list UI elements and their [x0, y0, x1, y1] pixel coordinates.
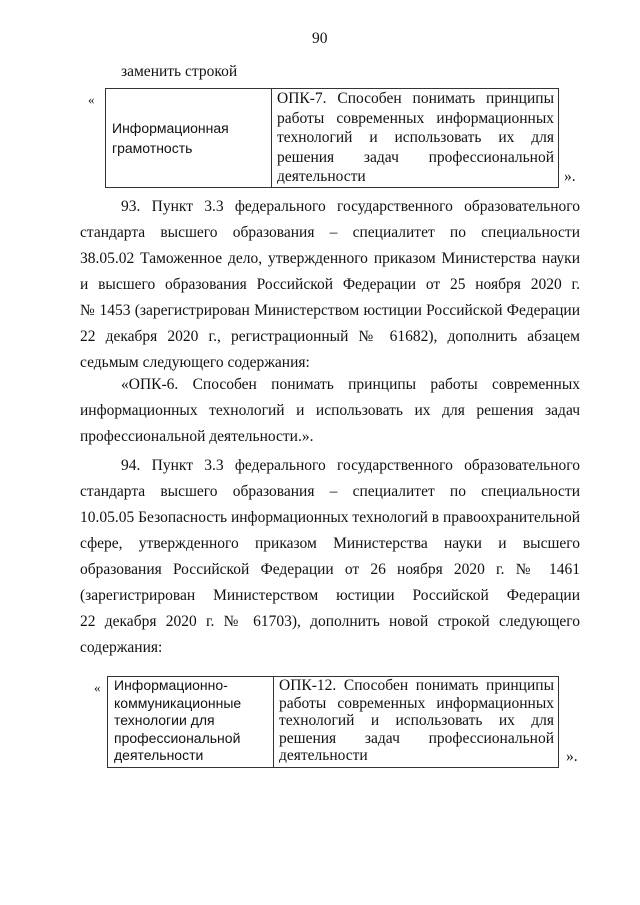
- cell-line: технологий и использовать их для: [277, 129, 554, 146]
- text-line: сфере, утвержденного приказом Министерства науки и высшего: [80, 535, 580, 552]
- text-line: стандарта высшего образования – специалитет по специальности: [80, 483, 580, 500]
- table-1-competency-name: [106, 89, 272, 187]
- text-line: № 1453 (зарегистрирован Министерством юстиции Российской Федерации: [80, 302, 580, 319]
- page-number: 90: [312, 30, 328, 47]
- text-line: профессиональной деятельности.».: [80, 428, 314, 445]
- text-line: (зарегистрирован Министерством юстиции Российской Федерации: [80, 587, 580, 604]
- cell-line: ОПК-12. Способен понимать принципы: [279, 677, 554, 694]
- text-line: информационных технологий и использовать их для решения задач: [80, 402, 580, 419]
- cell-line: деятельности: [114, 747, 204, 764]
- cell-line: коммуникационные: [114, 694, 242, 711]
- cell-line: технологий и использовать их для: [279, 712, 554, 730]
- table-2-competency-description: [274, 677, 558, 767]
- text-line: 22 декабря 2020 г. № 61703), дополнить новой строкой следующего: [80, 613, 580, 630]
- quote-close-2: ».: [566, 748, 578, 765]
- cell-line: решения задач профессиональной: [277, 148, 554, 166]
- cell-line: технологии для: [114, 712, 215, 729]
- cell-line: ОПК-7. Способен понимать принципы: [277, 90, 554, 107]
- table-2-competency-name: [108, 677, 274, 767]
- text-line: «ОПК-6. Способен понимать принципы работы современных: [121, 376, 580, 393]
- text-line: 22 декабря 2020 г., регистрационный № 61682), дополнить абзацем: [80, 328, 580, 345]
- quote-open-1: «: [88, 92, 95, 107]
- text-line: 10.05.05 Безопасность информационных технологий в правоохранительной: [80, 509, 580, 526]
- cell-line: профессиональной: [114, 729, 241, 746]
- cell-line: деятельности: [277, 168, 366, 185]
- text-line: и высшего образования Российской Федерации от 25 ноября 2020 г.: [80, 276, 580, 293]
- quote-close-1: ».: [564, 168, 576, 185]
- text-line: стандарта высшего образования – специалитет по специальности: [80, 224, 580, 241]
- table-1-competency-description: [272, 89, 558, 187]
- table-1: [105, 88, 559, 188]
- cell-line: Информационная: [112, 120, 229, 136]
- cell-line: работы современных информационных: [279, 694, 554, 712]
- intro-text: заменить строкой: [121, 63, 238, 80]
- cell-line: Информационно-: [114, 677, 228, 693]
- text-line: содержания:: [80, 639, 163, 656]
- cell-line: решения задач профессиональной: [279, 729, 554, 747]
- quote-open-2: «: [94, 680, 101, 695]
- text-line: седьмым следующего содержания:: [80, 354, 310, 371]
- text-line: 93. Пункт 3.3 федерального государственного образовательного: [121, 198, 580, 215]
- cell-line: грамотность: [112, 139, 193, 156]
- cell-line: работы современных информационных: [277, 109, 554, 127]
- text-line: 94. Пункт 3.3 федерального государственного образовательного: [121, 457, 580, 474]
- table-2: [107, 676, 559, 768]
- text-line: образования Российской Федерации от 26 ноября 2020 г. № 1461: [80, 561, 580, 578]
- cell-line: деятельности: [279, 747, 368, 765]
- text-line: 38.05.02 Таможенное дело, утвержденного приказом Министерства науки: [80, 250, 580, 267]
